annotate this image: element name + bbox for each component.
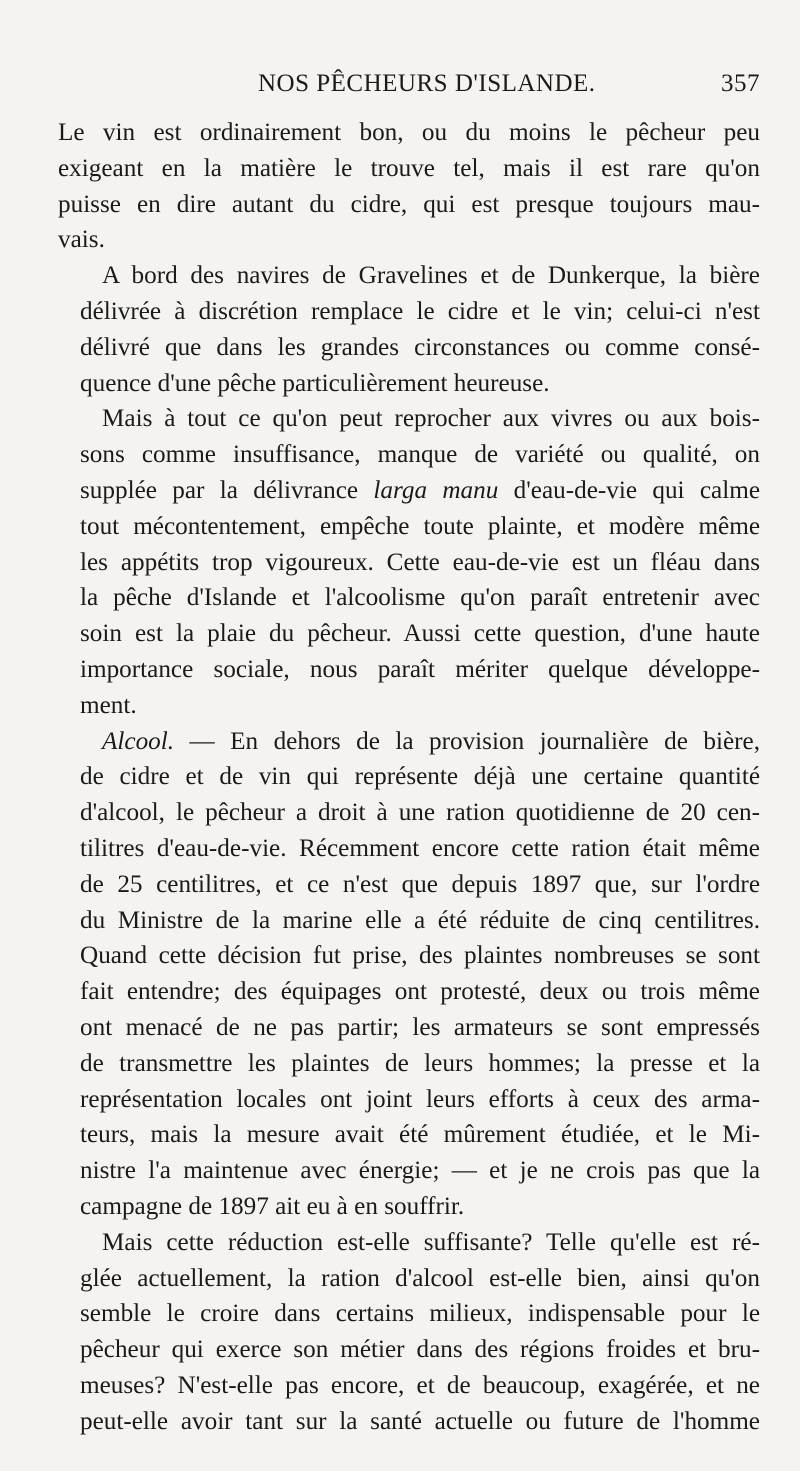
- text-line: pêcheur qui exerce son métier dans des régions froides et bru-: [80, 1336, 760, 1364]
- text-line: de transmettre les plaintes de leurs hommes; la presse et la: [80, 1049, 760, 1077]
- running-head: [58, 70, 760, 110]
- text-line: puisse en dire autant du cidre, qui est presque toujours mau-: [58, 190, 760, 218]
- text-line: sons comme insuffisance, manque de variété ou qualité, on: [80, 441, 760, 469]
- text-line: du Ministre de la marine elle a été réduite de cinq centilitres.: [80, 906, 760, 934]
- text-line: peut-elle avoir tant sur la santé actuelle ou future de l'homme: [80, 1407, 760, 1435]
- text-line: Mais cette réduction est-elle suffisante? Telle qu'elle est ré-: [102, 1228, 760, 1256]
- text-line: A bord des navires de Gravelines et de Dunkerque, la bière: [102, 262, 760, 290]
- text-line: meuses? N'est-elle pas encore, et de beaucoup, exagérée, et ne: [80, 1371, 760, 1399]
- text-line: représentation locales ont joint leurs efforts à ceux des arma-: [80, 1085, 760, 1113]
- text-line: quence d'une pêche particulièrement heureuse.: [80, 369, 550, 397]
- text-line: soin est la plaie du pêcheur. Aussi cette question, d'une haute: [80, 620, 760, 648]
- text-line: fait entendre; des équipages ont protesté, deux ou trois même: [80, 978, 760, 1006]
- text-fragment: d'eau-de-vie qui calme: [513, 476, 760, 504]
- body-text: [58, 115, 760, 1439]
- text-line: délivré que dans les grandes circonstances ou comme consé-: [80, 333, 760, 361]
- text-line: glée actuellement, la ration d'alcool est-elle bien, ainsi qu'on: [80, 1264, 760, 1292]
- paragraph-5: [58, 1225, 760, 1440]
- page-number: 357: [721, 70, 760, 97]
- section-heading-italic: Alcool.: [102, 727, 175, 755]
- text-line: les appétits trop vigoureux. Cette eau-de-vie est un fléau dans: [80, 548, 760, 576]
- text-line: vais.: [58, 226, 105, 254]
- text-line: d'alcool, le pêcheur a droit à une ration quotidienne de 20 cen-: [80, 799, 760, 827]
- running-title: NOS PÊCHEURS D'ISLANDE.: [258, 70, 596, 97]
- text-line: nistre l'a maintenue avec énergie; — et je ne crois pas que la: [80, 1157, 760, 1185]
- text-line: Le vin est ordinairement bon, ou du moins le pêcheur peu: [58, 119, 760, 146]
- text-line: ont menacé de ne pas partir; les armateurs se sont empressés: [80, 1013, 760, 1041]
- paragraph-2: [58, 258, 760, 401]
- text-line: ment.: [80, 691, 137, 719]
- text-fragment: supplée par la délivrance: [80, 476, 359, 504]
- text-line: [58, 724, 760, 760]
- text-line: de cidre et de vin qui représente déjà une certaine quantité: [80, 763, 760, 791]
- text-line: campagne de 1897 ait eu à en souffrir.: [80, 1192, 465, 1220]
- text-line: délivrée à discrétion remplace le cidre et le vin; celui-ci n'est: [80, 297, 760, 325]
- text-line: exigeant en la matière le trouve tel, mais il est rare qu'on: [58, 154, 760, 182]
- text-line: tilitres d'eau-de-vie. Récemment encore cette ration était même: [80, 834, 760, 862]
- text-line: de 25 centilitres, et ce n'est que depuis 1897 que, sur l'ordre: [80, 870, 760, 898]
- paragraph-3: [58, 401, 760, 723]
- text-line: Quand cette décision fut prise, des plaintes nombreuses se sont: [80, 942, 760, 970]
- text-line: semble le croire dans certains milieux, indispensable pour le: [80, 1300, 760, 1328]
- text-line: Mais à tout ce qu'on peut reprocher aux vivres ou aux bois-: [102, 405, 760, 433]
- text-fragment: — En dehors de la provision journalière de bière,: [189, 727, 761, 755]
- text-line: la pêche d'Islande et l'alcoolisme qu'on paraît entretenir avec: [80, 584, 760, 612]
- paragraph-4: [58, 724, 760, 1225]
- text-line: tout mécontentement, empêche toute plainte, et modère même: [80, 512, 760, 540]
- text-line: [58, 473, 760, 509]
- text-line: importance sociale, nous paraît mériter quelque développe-: [80, 655, 760, 683]
- text-line: teurs, mais la mesure avait été mûrement étudiée, et le Mi-: [80, 1121, 760, 1149]
- paragraph-1: [58, 115, 760, 258]
- italic-phrase: larga manu: [373, 476, 499, 504]
